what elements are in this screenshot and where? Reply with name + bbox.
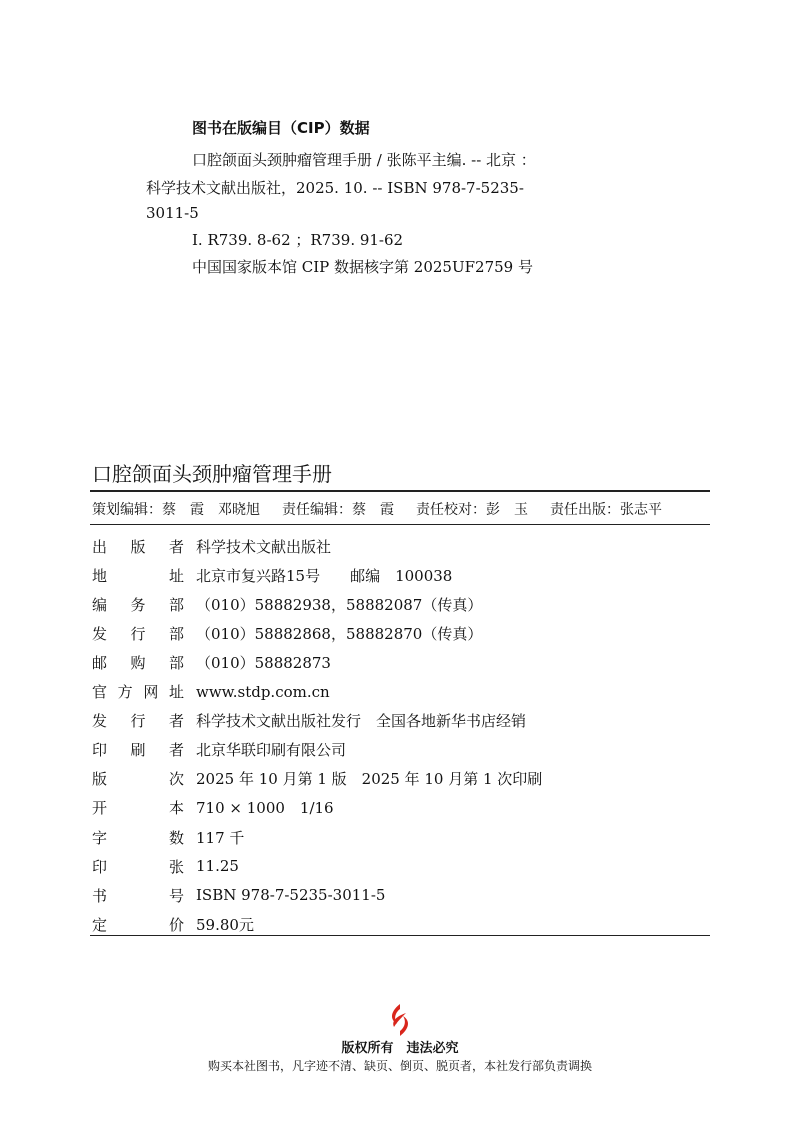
info-label-char: 印 (92, 857, 108, 876)
editors-divider (90, 524, 710, 525)
info-label-char: 址 (168, 683, 184, 701)
info-label (92, 856, 184, 877)
info-label (92, 768, 184, 789)
info-label-char: 编 (92, 595, 108, 614)
info-label-char: 行 (130, 712, 146, 731)
info-value: 59.80元 (196, 915, 254, 934)
info-label-char: 部 (168, 624, 184, 643)
cip-line: 口腔颌面头颈肿瘤管理手册 / 张陈平主编. -- 北京 ： (192, 151, 536, 169)
info-label (92, 623, 184, 644)
info-row (92, 796, 334, 820)
copyright-notice: 版权所有 违法必究 (341, 1041, 459, 1056)
info-value: 710 × 1000 1/16 (196, 799, 334, 818)
info-row (92, 854, 239, 878)
title-divider (90, 490, 710, 492)
info-value: 117 千 (196, 828, 245, 847)
info-row (92, 767, 542, 791)
info-row (92, 825, 244, 849)
info-label (92, 710, 184, 731)
info-label-char: 刷 (130, 741, 146, 760)
info-label-char: 版 (130, 537, 146, 556)
info-row (92, 621, 482, 645)
info-label-char: 发 (92, 712, 108, 731)
info-label-char: 开 (92, 799, 108, 818)
info-label-char: 行 (130, 624, 146, 643)
info-label-char: 部 (168, 595, 184, 614)
cip-line: 中国国家版本馆 CIP 数据核字第 2025UF2759 号 (192, 258, 533, 276)
info-label-char: 网 (143, 683, 159, 701)
info-value: 北京华联印刷有限公司 (196, 741, 347, 760)
info-value: （010）58882938，58882087（传真） (196, 595, 483, 614)
info-label-char: 出 (92, 537, 108, 556)
info-row (92, 534, 331, 558)
info-row (92, 592, 482, 616)
info-value: （010）58882868，58882870（传真） (196, 624, 483, 643)
info-label (92, 739, 184, 760)
publisher-logo-icon (385, 1003, 415, 1037)
info-label (92, 594, 184, 615)
info-label-char: 数 (168, 828, 184, 847)
exchange-notice: 购买本社图书，凡字迹不清、缺页、倒页、脱页者，本社发行部负责调换 (207, 1059, 592, 1073)
info-label (92, 652, 184, 673)
info-row (92, 912, 254, 936)
book-title: 口腔颌面头颈肿瘤管理手册 (92, 462, 332, 486)
info-row (92, 738, 346, 762)
info-bottom-divider (90, 935, 710, 936)
cip-line: Ⅰ. R739. 8-62 ；R739. 91-62 (192, 231, 404, 249)
info-label-char: 定 (92, 915, 108, 934)
info-row (92, 650, 331, 674)
info-value: 科学技术文献出版社发行 全国各地新华书店经销 (196, 712, 527, 731)
info-label-char: 次 (168, 770, 184, 789)
proofreader: 责任校对：彭 玉 (416, 502, 528, 518)
info-label-char: 张 (168, 857, 184, 876)
info-label (92, 565, 184, 586)
info-label (92, 797, 184, 818)
info-label-char: 者 (168, 741, 184, 760)
info-row (92, 563, 452, 587)
info-label-char: 本 (168, 799, 184, 818)
cip-line: 3011-5 (146, 204, 199, 222)
planning-editor: 策划编辑：蔡 霞 邓晓旭 (92, 502, 260, 518)
info-label-char: 部 (168, 653, 184, 672)
info-label-char: 字 (92, 828, 108, 847)
info-label-char: 版 (92, 770, 108, 789)
info-value: 北京市复兴路15号 邮编 100038 (196, 566, 453, 585)
cip-heading: 图书在版编目（CIP）数据 (192, 119, 370, 137)
info-row (92, 680, 330, 704)
info-row (92, 709, 526, 733)
info-label (92, 885, 184, 906)
info-value: 11.25 (196, 857, 239, 876)
info-label-char: 地 (92, 566, 108, 585)
info-value: 科学技术文献出版社 (196, 537, 332, 556)
info-label-char: 书 (92, 886, 108, 905)
cip-line: 科学技术文献出版社，2025. 10. -- ISBN 978-7-5235- (146, 179, 524, 197)
info-label (92, 681, 184, 702)
info-value: ISBN 978-7-5235-3011-5 (196, 886, 386, 905)
info-label-char: 务 (130, 595, 146, 614)
info-label-char: 邮 (92, 653, 108, 672)
info-value: 2025 年 10 月第 1 版 2025 年 10 月第 1 次印刷 (196, 770, 543, 789)
editors-line (92, 499, 662, 519)
info-label (92, 914, 184, 935)
info-label-char: 发 (92, 624, 108, 643)
info-label (92, 536, 184, 557)
info-value: www.stdp.com.cn (196, 682, 330, 701)
info-label-char: 印 (92, 741, 108, 760)
info-label (92, 827, 184, 848)
info-label-char: 者 (168, 712, 184, 731)
info-label-char: 号 (168, 886, 184, 905)
info-label-char: 址 (168, 566, 184, 585)
info-row (92, 883, 385, 907)
info-label-char: 方 (117, 683, 133, 701)
info-label-char: 者 (168, 537, 184, 556)
info-label-char: 价 (168, 915, 184, 934)
info-label-char: 购 (130, 653, 146, 672)
info-label-char: 官 (92, 683, 108, 701)
info-value: （010）58882873 (196, 653, 331, 672)
responsible-editor: 责任编辑：蔡 霞 (282, 502, 394, 518)
publication-manager: 责任出版：张志平 (550, 502, 662, 518)
